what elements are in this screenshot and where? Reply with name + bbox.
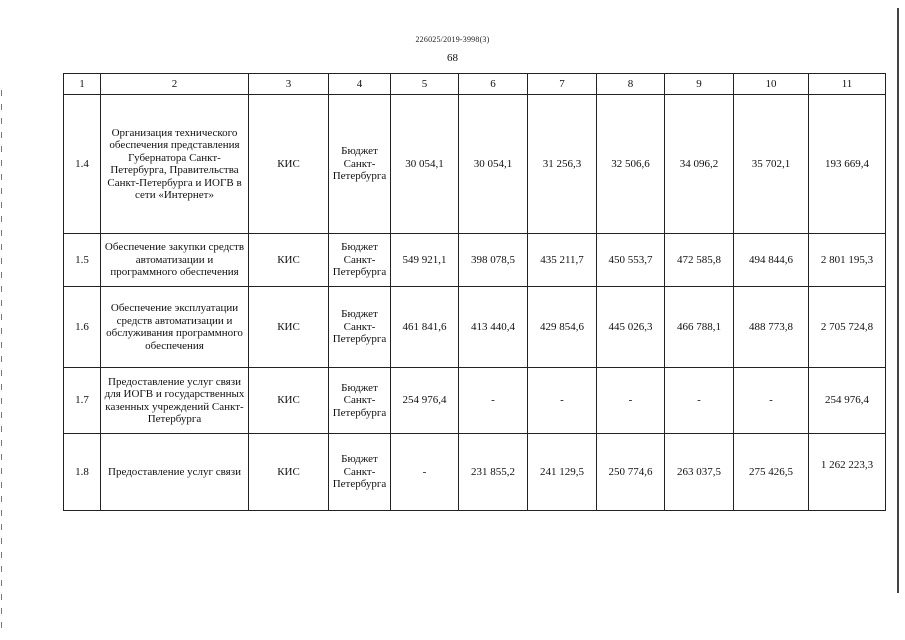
value-cell: 413 440,4 xyxy=(459,287,528,368)
activity-name: Предоставление услуг связи xyxy=(101,434,249,511)
total-cell: 254 976,4 xyxy=(809,368,886,434)
value-cell: - xyxy=(734,368,809,434)
value-cell: 450 553,7 xyxy=(597,234,665,287)
value-cell: 31 256,3 xyxy=(528,95,597,234)
value-cell: 472 585,8 xyxy=(665,234,734,287)
column-header: 3 xyxy=(249,74,329,95)
scan-edge-right xyxy=(897,8,899,593)
executor-cell: КИС xyxy=(249,368,329,434)
activity-name: Обеспечение эксплуатации средств автоматизации и обслуживания программного обеспечения xyxy=(101,287,249,368)
funding-source: Бюджет Санкт-Петербурга xyxy=(329,368,391,434)
column-header: 5 xyxy=(391,74,459,95)
row-number: 1.7 xyxy=(64,368,101,434)
executor-cell: КИС xyxy=(249,434,329,511)
header-row xyxy=(64,74,886,95)
table-row xyxy=(64,95,886,234)
value-cell: 30 054,1 xyxy=(391,95,459,234)
executor-cell: КИС xyxy=(249,234,329,287)
row-number: 1.5 xyxy=(64,234,101,287)
funding-source: Бюджет Санкт-Петербурга xyxy=(329,287,391,368)
value-cell: - xyxy=(459,368,528,434)
value-cell: 445 026,3 xyxy=(597,287,665,368)
scan-edge-left xyxy=(1,90,2,635)
table-row xyxy=(64,287,886,368)
funding-source: Бюджет Санкт-Петербурга xyxy=(329,434,391,511)
value-cell: 549 921,1 xyxy=(391,234,459,287)
activity-name: Обеспечение закупки средств автоматизации и программного обеспечения xyxy=(101,234,249,287)
value-cell: 35 702,1 xyxy=(734,95,809,234)
value-cell: - xyxy=(597,368,665,434)
column-header: 9 xyxy=(665,74,734,95)
row-number: 1.8 xyxy=(64,434,101,511)
column-header: 10 xyxy=(734,74,809,95)
column-header: 6 xyxy=(459,74,528,95)
table-row xyxy=(64,234,886,287)
column-header: 4 xyxy=(329,74,391,95)
value-cell: 275 426,5 xyxy=(734,434,809,511)
budget-table xyxy=(63,73,886,511)
value-cell: 32 506,6 xyxy=(597,95,665,234)
value-cell: 461 841,6 xyxy=(391,287,459,368)
table-row xyxy=(64,434,886,511)
funding-source: Бюджет Санкт-Петербурга xyxy=(329,95,391,234)
column-header: 8 xyxy=(597,74,665,95)
value-cell: 263 037,5 xyxy=(665,434,734,511)
value-cell: 231 855,2 xyxy=(459,434,528,511)
value-cell: - xyxy=(528,368,597,434)
total-cell: 1 262 223,3 xyxy=(809,434,886,511)
value-cell: 34 096,2 xyxy=(665,95,734,234)
row-number: 1.6 xyxy=(64,287,101,368)
value-cell: 466 788,1 xyxy=(665,287,734,368)
value-cell: 429 854,6 xyxy=(528,287,597,368)
column-header: 11 xyxy=(809,74,886,95)
total-cell: 2 801 195,3 xyxy=(809,234,886,287)
document-id: 226025/2019-3998(3) xyxy=(415,35,490,44)
value-cell: 254 976,4 xyxy=(391,368,459,434)
total-cell: 2 705 724,8 xyxy=(809,287,886,368)
executor-cell: КИС xyxy=(249,287,329,368)
row-number: 1.4 xyxy=(64,95,101,234)
total-cell: 193 669,4 xyxy=(809,95,886,234)
activity-name: Предоставление услуг связи для ИОГВ и государственных казенных учреждений Санкт-Петербурга xyxy=(101,368,249,434)
column-header: 7 xyxy=(528,74,597,95)
value-cell: 30 054,1 xyxy=(459,95,528,234)
table-row xyxy=(64,368,886,434)
column-header: 2 xyxy=(101,74,249,95)
value-cell: 494 844,6 xyxy=(734,234,809,287)
page-number: 68 xyxy=(447,52,458,64)
value-cell: 241 129,5 xyxy=(528,434,597,511)
value-cell: 435 211,7 xyxy=(528,234,597,287)
funding-source: Бюджет Санкт-Петербурга xyxy=(329,234,391,287)
value-cell: - xyxy=(391,434,459,511)
executor-cell: КИС xyxy=(249,95,329,234)
value-cell: 488 773,8 xyxy=(734,287,809,368)
value-cell: - xyxy=(665,368,734,434)
column-header: 1 xyxy=(64,74,101,95)
activity-name: Организация технического обеспечения представления Губернатора Санкт-Петербурга, Правительства Санкт-Петербурга и ИОГВ в сети «Интернет» xyxy=(101,95,249,234)
value-cell: 250 774,6 xyxy=(597,434,665,511)
value-cell: 398 078,5 xyxy=(459,234,528,287)
